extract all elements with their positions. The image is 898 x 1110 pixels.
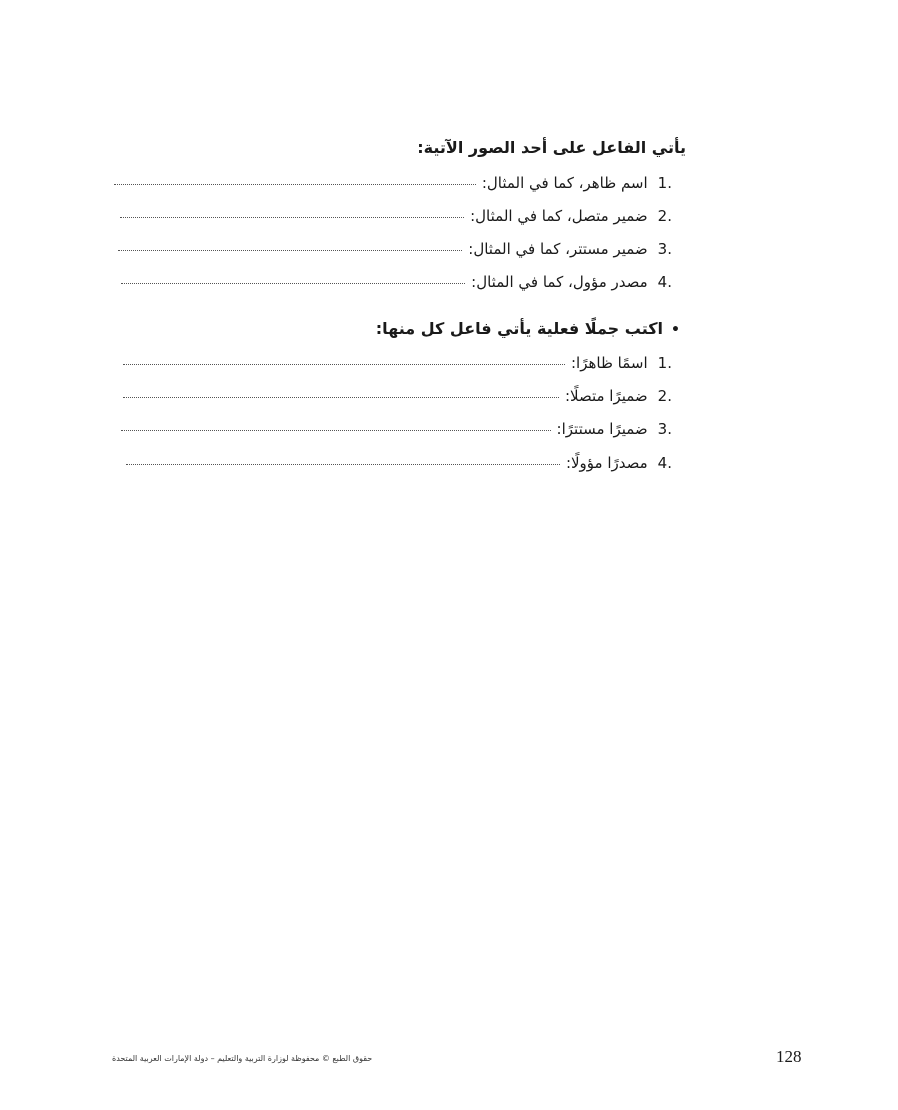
item-number: .4 [657,454,672,472]
list-item [123,385,672,407]
item-number: .3 [657,420,672,438]
item-text: ضمير مستتر، كما في المثال: [468,240,648,258]
bullet-icon: • [671,322,680,338]
list-item [126,452,672,474]
item-text: ضميرًا مستترًا: [556,420,648,438]
item-number: .1 [657,354,672,372]
item-text: ضميرًا متصلًا: [564,387,648,405]
answer-line[interactable] [120,217,464,218]
list-item [123,352,672,374]
item-number: .2 [657,387,672,405]
list-item [121,418,672,440]
item-number: .3 [657,240,672,258]
answer-line[interactable] [123,397,559,398]
item-number: .2 [657,207,672,225]
answer-line[interactable] [121,430,551,431]
section2-heading [376,318,680,341]
copyright-footer: حقوق الطبع © محفوظة لوزارة التربية والتعليم – دولة الإمارات العربية المتحدة [112,1054,373,1063]
item-text: ضمير متصل، كما في المثال: [470,207,648,225]
list-item [121,271,672,293]
answer-line[interactable] [126,464,560,465]
item-text: اسمًا ظاهرًا: [571,354,648,372]
answer-line[interactable] [123,364,565,365]
item-number: .4 [657,273,672,291]
item-text: مصدر مؤول، كما في المثال: [471,273,648,291]
page-number: 128 [776,1047,802,1066]
list-item [114,172,672,194]
answer-line[interactable] [114,184,476,185]
section1-heading: يأتي الفاعل على أحد الصور الآتية: [417,138,686,157]
item-number: .1 [657,174,672,192]
item-text: مصدرًا مؤولًا: [565,454,648,472]
list-item [118,238,672,260]
list-item [120,205,672,227]
answer-line[interactable] [121,283,465,284]
answer-line[interactable] [118,250,462,251]
section2-heading-text: اكتب جملًا فعلية يأتي فاعل كل منها: [375,319,664,338]
item-text: اسم ظاهر، كما في المثال: [481,174,648,192]
